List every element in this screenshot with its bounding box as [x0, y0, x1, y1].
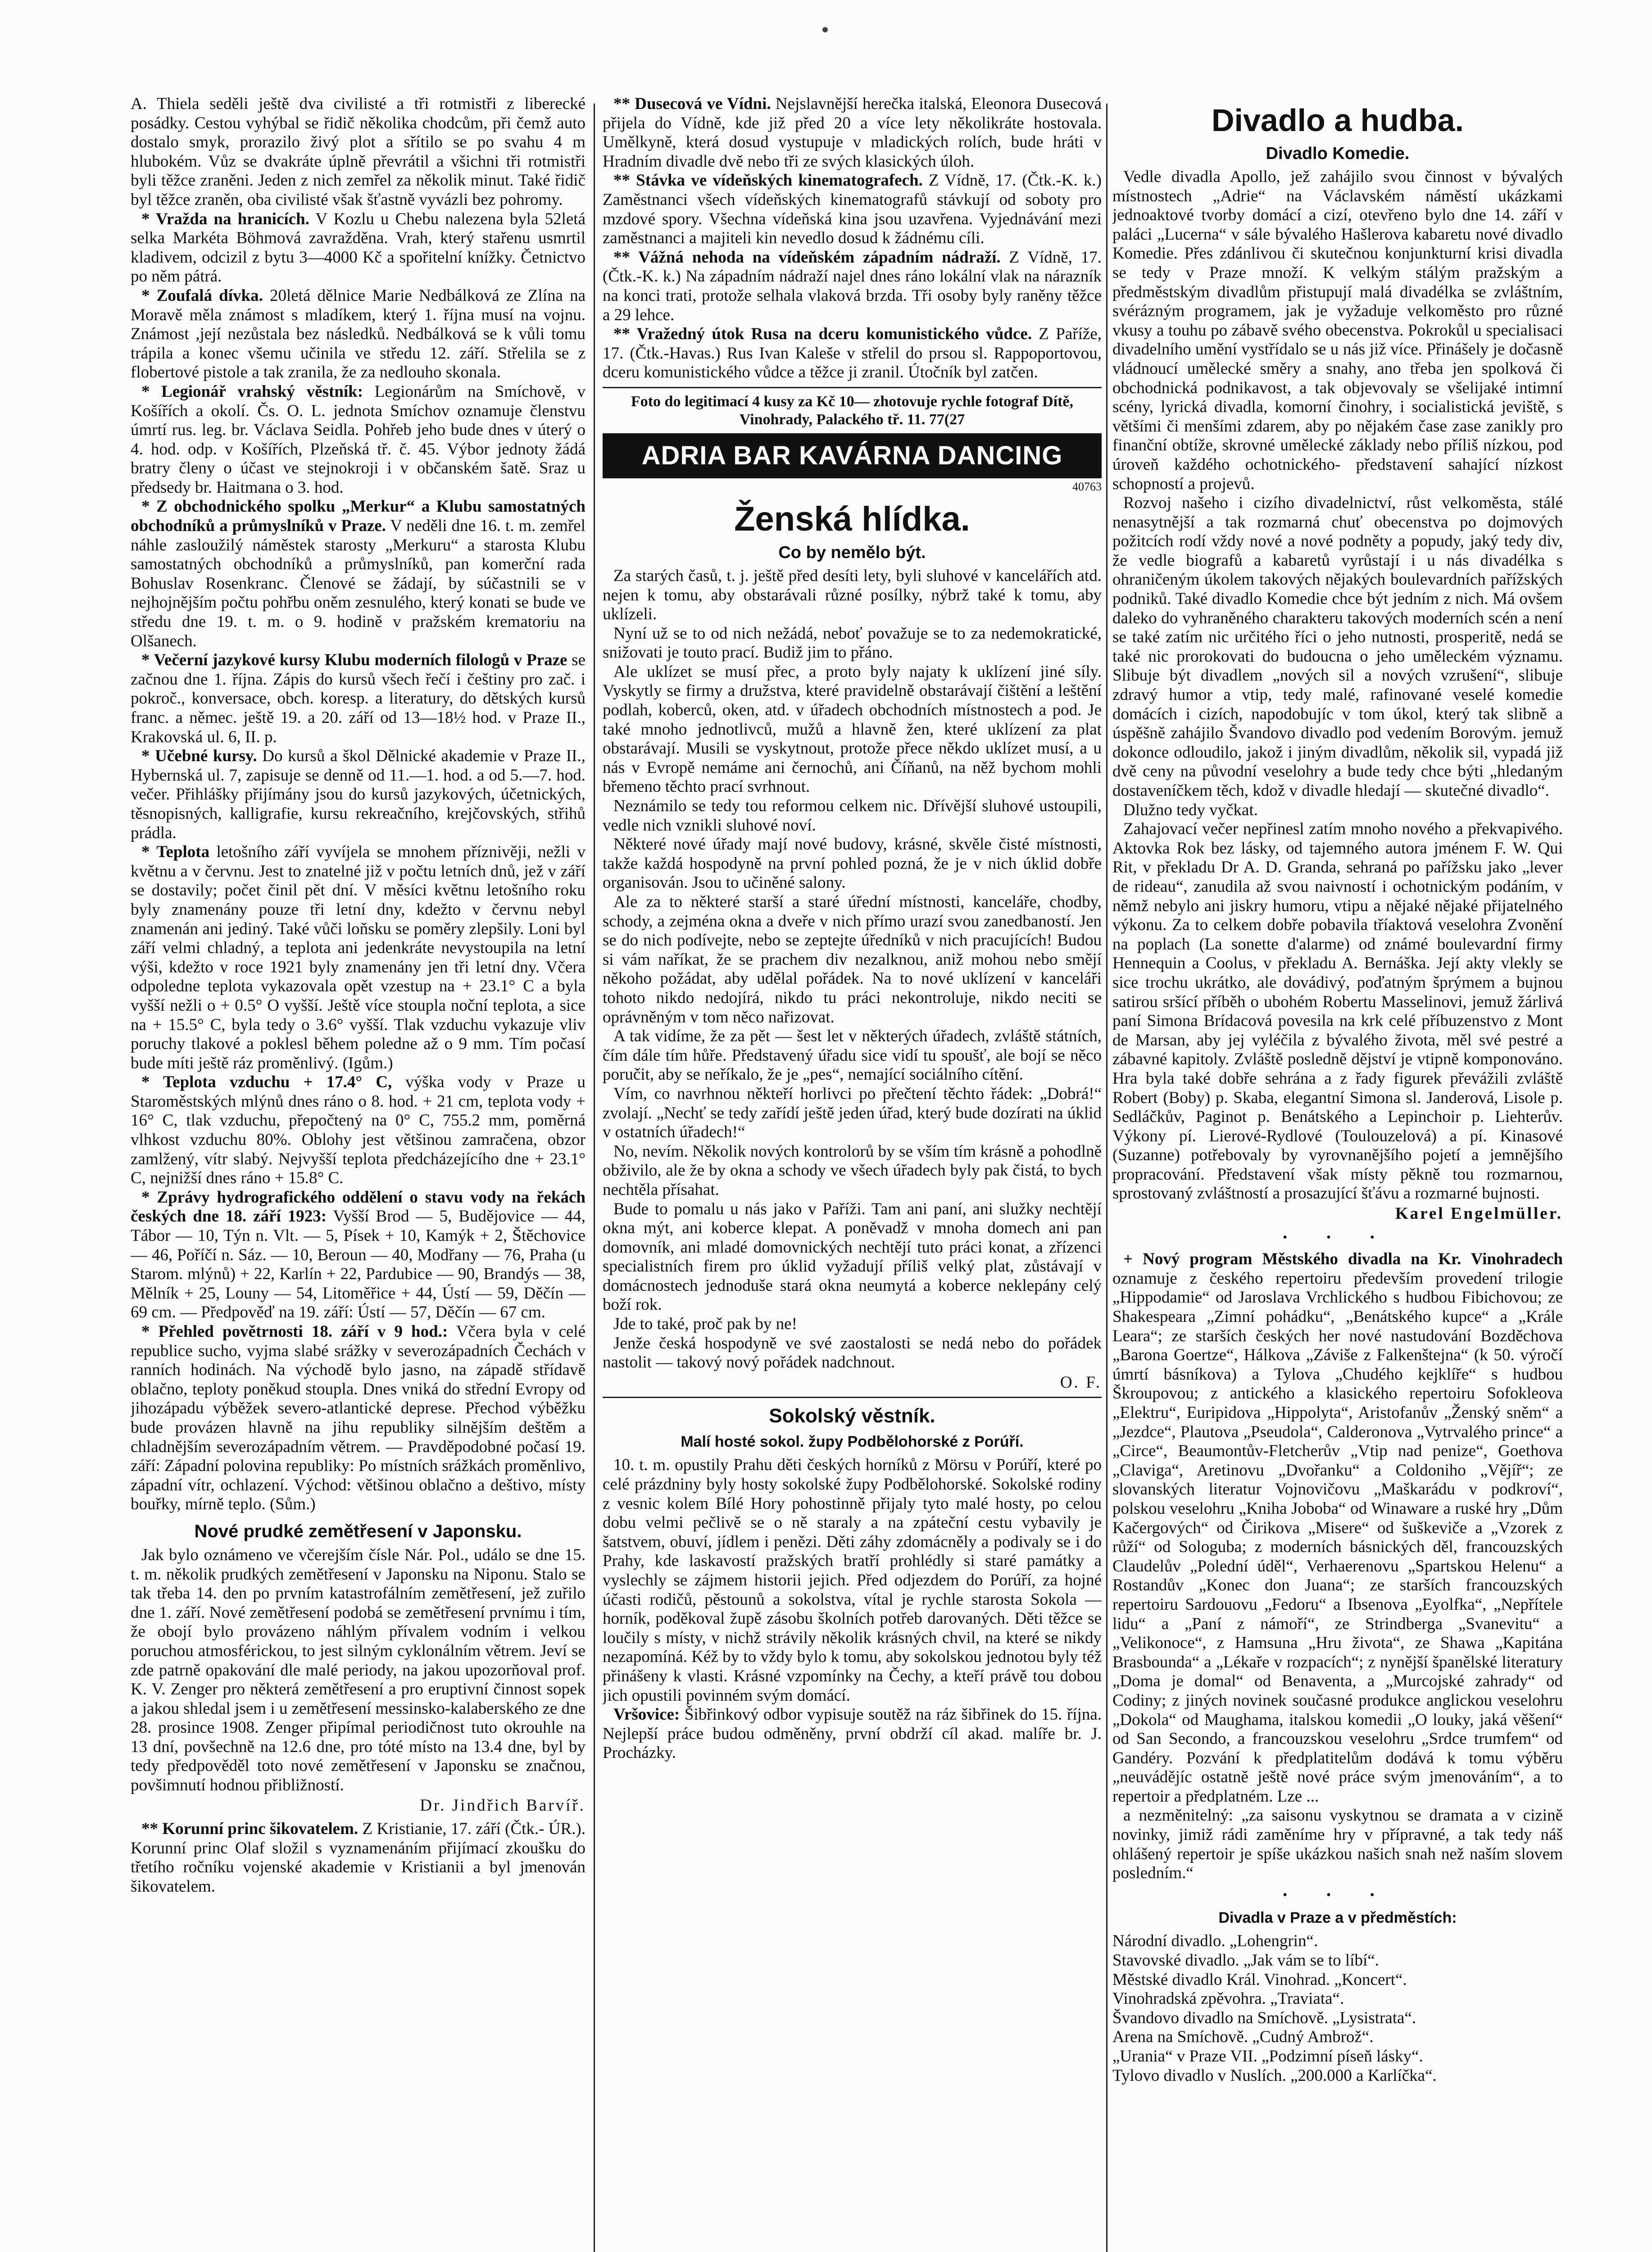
list-item: Vinohradská zpěvohra. „Traviata“.	[1112, 1989, 1344, 2008]
prague-theatres-list	[1112, 1932, 1563, 2085]
article-desperate-girl: * Zoufalá dívka. 20letá dělnice Marie Nedbálková ze Zlína na Moravě měla známost s mladíkem, který 1. října musí na vojnu. Známost ,její nezůstala bez následků. Nedbálková se k vůli tomu trápila a konec všemu učinila ve středu 12. září. Střelila se z flobertové pistole a tak zranila, že za nedlouho skonala.	[131, 286, 585, 382]
women-paragraph: Za starých časů, t. j. ještě před desíti lety, byli sluhové v kancelářích atd. nejen k tomu, aby obstarávali různé posílky, nýbrž také k tomu, aby uklízeli.	[603, 566, 1102, 624]
women-paragraph: Jenže česká hospodyně ve své zaostalosti se nedá nebo do pořádek nastolit — takový nový pořádek nadchnout.	[603, 1334, 1102, 1372]
women-paragraph: Bude to pomalu u nás jako v Paříži. Tam ani paní, ani služky nechtějí okna mýt, ani koberce klepat. A poněvadž v mnoha domech ani pan domovník, ani mladé domovnických nechtějí tuto práci konat, a zřízenci specialistních firem pro úklid vyžadují příliš velký plat, zůstávají v domácnostech jednoduše stará okna neumytá a koberce neklepány celý boží rok.	[603, 1199, 1102, 1314]
column-right	[1112, 95, 1563, 2252]
women-paragraph: A tak vidíme, že za pět — šest let v některých úřadech, zvláště státních, čím dále tím hůře. Představený úřadu sice vidí tu spoušť, ale bojí se něco poručit, aby se neříkalo, že je „pes“, nemající sociálního cítění.	[603, 1027, 1102, 1084]
article-merkur: * Z obchodnického spolku „Merkur“ a Klubu samostatných obchodníků a průmyslníků v Praze. V neděli dne 16. t. m. zemřel náhle zasloužilý náměstek starosty „Merkuru“ a starosta Klubu samostatných obchodníků a průmyslníků, pan komerční rada Bohuslav Rosenkranc. Členové se žádají, by súčastnili se v nejhojnějším počtu pohřbu oněm zesnulého, který konati se bude ve středu dne 19. t. m. o 9. hodině v pražském krematoriu na Olšanech.	[131, 497, 585, 650]
signature-barvir: Dr. Jindřich Barvíř.	[420, 1796, 585, 1815]
column-divider	[1106, 104, 1107, 2252]
headline-earthquake: Nové prudké zemětřesení v Japonsku.	[194, 1521, 522, 1541]
article-language-courses: * Večerní jazykové kursy Klubu moderních filologů v Praze se začnou dne 1. října. Zápis do kursů všech řečí i češtiny pro zač. i pokroč., konversace, obch. koresp. a literatury, do dětských kursů franc. a němec. ještě 19. a 20. září od 13—18½ hod. v Praze II., Krakovská ul. 6, II. p.	[131, 651, 585, 746]
article-study-courses: * Učebné kursy. Do kursů a škol Dělnické akademie v Praze II., Hybernská ul. 7, zapisuje se denně od 11.—1. hod. a od 5.—7. hod. večer. Přihlášky přijímány jsou do kursů jazykových, účetnických, těsnopisných, kalligrafie, kursu rekreačního, krejčovských, střihů prádla.	[131, 747, 585, 842]
photo-advert: Foto do legitimací 4 kusy za Kč 10— zhotovuje rychle fotograf Dítě, Vinohrady, Palackého tř. 11. 77(27	[631, 393, 1074, 428]
article-hydrography: * Zprávy hydrografického oddělení o stavu vody na řekách českých dne 18. září 1923: Vyšší Brod — 5, Budějovice — 44, Tábor — 10, Týn n. Vlt. — 5, Písek + 10, Kamýk + 2, Štěchovice — 46, Poříčí n. Sáz. — 10, Beroun — 40, Modřany — 76, Praha (u Starom. mlýnů) + 22, Karlín + 22, Pardubice — 90, Brandýs — 38, Mělník + 25, Louny — 54, Litoměřice + 44, Ústí — 59, Děčín — 69 cm. — Předpověď na 19. září: Ústí — 57, Děčín — 67 cm.	[131, 1188, 585, 1322]
sokol-paragraph: 10. t. m. opustily Prahu děti českých horníků z Mörsu v Porúří, které po celé prázdniny byly hosty sokolské župy Podbělohorské. Sokolské rodiny z vesnic kolem Bílé Hory pohostinně přijaly tyto malé hosty, po celou dobu velmi pečlivě se o ně staraly a na zpáteční cestu vybavily je šatstvem, obuví, jídlem i penězi. Děti záhy zdomácněly a podivaly se i do Prahy, kde laskavostí pražských bratří prohlédly si staré památky a vyslechly se zájmem historii jejich. Před odjezdem do Porúří, za hojné účasti rodičů, pěstounů a sokolstva, vítal je rychle starosta Sokola — horník, poděkoval župě zásobu školních potřeb darovaných. Děti těžce se loučily s místy, v nichž strávily několik krásných chvil, na které se nikdy nezapomíná. Kéž by to vždy bylo k tomu, aby sokolskou jednotou byly též přinášeny k vlasti. Krásné vzpomínky na Čechy, a kteří právě tou dobou jich opustili povinném svým domácí.	[603, 1456, 1102, 1705]
municipal-theatre-program: + Nový program Městského divadla na Kr. Vinohradech oznamuje z českého repertoiru především provedení trilogie „Hippodamie“ od Jaroslava Vrchlického s hudbou Fibichovou; ze Shakespeara „Zimní pohádku“, „Benátského kupce“ a „Krále Leara“; ze starších českých her nové nastudování Bozděchova „Barona Goertze“, Hálkova „Závišе z Falkenštejna“ (k 50. výročí úmrtí básníkova) a Tylova „Chudého kejklíře“ s hudbou Škroupovou; z antického a klasického repertoiru Sofokleova „Elektru“, Euripidova „Hippolyta“, Aristofanův „Ženský sněm“ a „Jezdce“, Plautova „Pseudola“, Calderonova „Vytrvalého prince“ a „Circe“, Beaumontův-Fletcherův „Vtip nad penize“, Goethova „Claviga“, Aretinovu „Dvořanku“ a Coldoniho „Vějíř“; ze slovanských literatur Vojnovičovu „Maškarádu v podkroví“, polskou veselohru „Kniha Joboba“ od Winaware a ruské hry „Dům Kačergových“ od Čirikova „Misere“ od šuškeviče a „Vzorek z růží“ od Sologuba; z moderních básnických děl, francouzských Claudelův „Polední úděl“, Verhaerenovu „Spartskou Helenu“ a Rostandův „Konec don Juana“; ze starších francouzských repertoiru Sardouovu „Fedoru“ a Ibsenova „Eyolfka“, „Nepřítele lidu“ a „Paní z námoří“, ze Strindberga „Svanevitu“ a „Velikonoce“, z Hamsuna „Hru života“, ze Shawa „Kapitána Brasbounda“ a „Lékaře v rozpacích“; z nynější španělské literatury „Doma je domal“ od Benaventa, a „Murcojské zahrady“ od Codiny; z jiných novinek současné produkce anglickou veselohru „Dokola“ od Maughama, italskou komedii „O louky, jaká věšení“ od San Secondo, a francouzskou veselohru „Srdce trumfem“ od Gandéry. Pozvání k předplatitelům dodává k tomu výběru „neuvádějíc ostatně ještě nové práce svým jmenováním“, a to repertoir a předplatném. Lze ...	[1112, 1250, 1563, 1806]
article-murder: * Vražda na hranicích. V Kozlu u Chebu nalezena byla 52letá selka Markéta Böhmová zavražděna. Vrah, který stařenu usmrtil kladivem, odcizil z bytu 3—4000 Kč a spořitelní knížky. Četnictvo po něm pátrá.	[131, 209, 585, 286]
separator-dots: • • •	[1283, 1888, 1393, 1902]
article-legionnaires: * Legionář vrahský věstník: Legionárům na Smíchově, v Košířích a okolí. Čs. O. L. jednota Smíchov oznamuje členstvu úmrtí rus. leg. br. Václava Seidla. Pohřeb jeho bude dnes v úterý o 4. hod. odp. v Košířích, Plzeňská tř. č. 45. Výbor jednoty žádá bratry členy o účast ve stejnokroji i v občanském šatě. Sraz u předsedy br. Haitmana o 3. hod.	[131, 382, 585, 497]
headline-women: Ženská hlídka.	[734, 499, 970, 538]
list-item: „Urania“ v Praze VII. „Podzimní píseň lásky“.	[1112, 2047, 1423, 2066]
article-train-accident: ** Vážná nehoda na vídeňském západním nádraží. Z Vídně, 17. (Čtk.-K. k.) Na západním nádraží najel dnes ráno lokální vlak na nárazník na konci trati, protože selhala vlaková brzda. Tři osoby byly raněny těžce a 29 lehce.	[603, 248, 1102, 324]
list-item: Městské divadlo Král. Vinohrad. „Koncert“.	[1112, 1970, 1407, 1989]
article-cinema-strike: ** Stávka ve vídeňských kinematografech. Z Vídně, 17. (Čtk.-K. k.) Zaměstnanci všech vídeňských kinematografů stávkují od soboty pro mzdové spory. Všechna vídeňská kina jsou uzavřena. Vyjednávání mezi zaměstnanci a majiteli kin nevedlo dosud k žádnému cíli.	[603, 171, 1102, 248]
signature-engelmuller: Karel Engelmüller.	[1395, 1204, 1563, 1223]
column-middle	[603, 95, 1102, 2252]
women-paragraph: Ale za to některé starší a staré úřední místnosti, kanceláře, chodby, schody, a zejména okna a dveře v nich přímo urazí svou zanedbaností. Jen se do nich podívejte, nebo se zeptejte úředníků v nich pracujících! Budou si vám naříkat, že se prachem div nezalknou, aniž mohou nebo smějí někoho požádat, aby udělal pořádek. Na to nové uklízení v kanceláři tohoto nikdo nedojírá, nikdo tu práci nekontroluje, nikdo neciti se oprávněným v tom něco nařizovat.	[603, 893, 1102, 1026]
article-weather: * Přehled povětrnosti 18. září v 9 hod.: Včera byla v celé republice sucho, vyjma slabé srážky v severozápadních Čechách v ranních hodinách. Na východě bylo jasno, na západě střídavě oblačno, teploty poněkud stoupla. Dnes vniká do střední Evropy od jihozápadu výběžek severo-atlantické deprese. Přechod výběžku bude provázen hlavně na jihu republiky silnějším deštěm a chladnějším severozápadním větrem. — Pravděpodobné počasí 19. září: Západní polovina republiky: Po místních srážkách proměnlivo, západní vítr, ochlazení. Východ: většinou oblačno a deštivo, místy bouřky, mírně teplo. (Sům.)	[131, 1322, 585, 1514]
municipal-theatre-program-end: a nezměnitelný: „za saisonu vyskytnou se dramata a v cizině novinky, jimiž rádi zaměníme hry v přípravné, a tak tedy náš ohlášený repertoir je spíše ukázkou našich snah než naším slovem posledním.“	[1112, 1806, 1563, 1883]
list-item: Arena na Smíchově. „Cudný Ambrož“.	[1112, 2028, 1374, 2047]
theatre-paragraph: Rozvoj našeho i cizího divadelnictví, růst velkoměsta, stálé nenasytnější a tak rozmarná chuť obecenstva po dojmových požitcích rodí vždy nové a nové podněty a popudy, jaký tedy div, že vedle biografů a kabaretů vyrůstají i u nás divadélka s ohraničeným úkolem takových nějakých boulevardních pařížských podniků. Také divadlo Komedie chce být jedním z nich. Má ovšem daleko do vyhraněného charakteru takových moderních scén a není se také zatím nic určitého říci o jeho nutnosti, prosperitě, nedá se také nic prorokovati do budoucna o jeho uměleckém významu. Slibuje být divadlem „nových sil a nových vzrušení“, slibuje zdravý humor a vtip, tedy malé, rafinované veselé komedie domácích i cizích, napodobujíc v tom úkol, který tak slibně a úspěšně zahájilo Švandovo divadlo pod vedením Borovým. jemuž dokonce odloudilo, jakož i jiným divadlům, několik sil, vypadá již dvě ceny na původní veselohry a bude tedy chce býti „hledaným dostaveníčkem těch, kdož v divadle hledají — skutečné divadlo“.	[1112, 494, 1563, 800]
women-paragraph: Vím, co navrhnou někteří horlivci po přečtení těchto řádek: „Dobrá!“ zvolají. „Nechť se tedy zařídí ještě jeden úřad, který bude dozírati na úklid v ostatních úřadech!“	[603, 1084, 1102, 1142]
subheadline-sokol: Malí hosté sokol. župy Podbělohorské z Porúří.	[681, 1433, 1024, 1451]
list-item: Švandovo divadlo na Smíchově. „Lysistrata“.	[1112, 2008, 1416, 2027]
list-item: Národní divadlo. „Lohengrin“.	[1112, 1932, 1318, 1951]
article-crown-prince: ** Korunní princ šikovatelem. Z Kristianie, 17. září (Čtk.- ÚR.). Korunní princ Olaf složil s vyznamenáním přijímací zkoušku do třetího ročníku vojenské akademie v Kristianii a byl jmenován šikovatelem.	[131, 1820, 585, 1896]
theatre-paragraph: Vedle divadla Apollo, jež zahájilo svou činnost v bývalých místnostech „Adrie“ na Václavském náměstí ukázkami jednoaktové tvorby domácí a cizí, otevřeno bylo dne 14. září v paláci „Lucerna“ v sále bývalého Hašlerova kabaretu nové divadlo Komedie. Přes zdánlivou či skutečnou konjunkturní krisi divadla se tedy v Praze množí. K velkým stálým pražským a předměstským divadlům přistupují malá divadélka se zvláštním, svérázným programem, jak je vyžaduje velkoměsto pro různé vkusy a touhu po zábavě svého obecenstva. Pokrokůl u specialisaci divadelního umění vystřídalo se u nás již více. Přinášely je dočasně vládnoucí umělecké směry a snahy, ano třeba jen spolková či obchodnická podnikavost, a tak objevovaly se všelijaké intimní scény, lyrická divadla, komorní činohry, i socialistická jeviště, s většími či menšími zdarem, aby po nějakém čase zase zanikly pro finanční obtíže, skrovné umělecké základy nebo příliš nízkou, pod úroveň každého ochotnického- představení sahající nízkost schopností a projevů.	[1112, 168, 1563, 493]
women-paragraph: Nyní už se to od nich nežádá, neboť považuje se to za nedemokratické, snižovati je touto prací. Budiž jim to přáno.	[603, 624, 1102, 662]
column-divider	[594, 104, 595, 2252]
theatre-paragraph: Dlužno tedy vyčkat.	[1123, 800, 1258, 819]
list-item: Stavovské divadlo. „Jak vám se to líbí“.	[1112, 1951, 1379, 1970]
theatre-paragraph: Zahajovací večer nepřinesl zatím mnoho nového a překvapivého. Aktovka Rok bez lásky, od tajemného autora jménem F. W. Qui Rit, v překladu Dr A. D. Granda, sehraná po pařížsku jako „lever de rideau“, zanudila až svou naivností i ochotnickým podáním, v němž nebylo ani jiskry humoru, vtipu a nějaké nějaké přijatelného výkonu. Za to celkem dobře pobavila tříaktová veselohra Zvonění na poplach (La sonette d'alarme) od známé boulevardní firmy Hennequin a Coolus, v překladu A. Bernáška. Její akty vlekly se sice trochu ukrátko, ale dovádivý, poďatným šprýmem a bujnou satirou sršící příběh o ubohém Robertu Masselinovi, jemuž žárlivá paní Simona Brídacová povesila na krk celé příbuzenstvo z Mont de Marsan, aby jej vyléčila z bývalého života, měl své pestré a zábavné kapitoly. Zvláště posledně dějství je vtipně komponováno. Hra byla také dobře sehrána a z řady figurek převážili zvláště Robert (Boby) p. Skaba, elegantní Simona sl. Janderová, Lisole p. Sedláčkův, Paginot p. Benátského a Lepinchoir p. Liehterův. Výkony pí. Lierové-Rydlové (Toulouzelová) a pí. Kinasové (Suzanne) potřebovaly by vyrovnanějšího pojetí a jemnějšího propracování. Představení však místy pěkně tou rozmarnou, sprostovaný zvláštností a prosazující šťávu a rozmarné bujnosti.	[1112, 820, 1563, 1203]
sokol-vrsovice: Vršovice: Šibřinkový odbor vypisuje soutěž na ráz šibřinek do 15. října. Nejlepší práce budou odměněny, první obdrží cíl akad. malíře br. J. Procházky.	[603, 1705, 1102, 1762]
article-air-temperature: * Teplota vzduchu + 17.4° C, výška vody v Praze u Staroměstských mlýnů dnes ráno o 8. hod. + 21 cm, teplota vody + 16° C, tlak vzduchu, přepočtený na 0° C, 755.2 mm, poměrná vlhkost vzduchu 80%. Oblohy jest většinou zamračena, obzor zamlžený, vítr slabý. Nejvyšší teplota předcházejícího dne + 23.1° C, nejnižší dnes ráno + 15.8° C.	[131, 1073, 585, 1188]
advert-number: 40763	[1072, 480, 1102, 493]
women-paragraph: Neznámilo se tedy tou reformou celkem nic. Dřívější sluhové ustoupili, vedle nich vznikli sluhové noví.	[603, 797, 1102, 835]
women-paragraph: Ale uklízet se musí přec, a proto byly najaty k uklízení jiné síly. Vyskytly se firmy a družstva, které pravidelně obstarávají čištění a leštění podlah, koberců, oken, atd. v úřadech obchodních místnostech a pod. Je také mnoho jednotlivců, mužů a hlavně žen, které uklízení za plat obstarávají. Musili se vyskytnout, protože přece někdo uklízet musí, a u nás v Evropě nemáme ani černochů, ani Číňanů, na něž bychom mohli břemeno těchto prací svrhnout.	[603, 662, 1102, 796]
headline-theatre: Divadlo a hudba.	[1211, 103, 1464, 138]
adria-bar-advert: ADRIA BAR KAVÁRNA DANCING	[603, 433, 1102, 478]
paragraph-accident: A. Thiela seděli ještě dva civilisté a tři rotmistři z liberecké posádky. Cestou vyhýbal se řidič několika chodcům, při čemž auto dostalo smyk, prorazilo živý plot a sřítilo se po svahu 4 m hlubokém. Vůz se dvakráte úplně převrátil a všichni tři rotmistři byli těžce zraněni. Jeden z nich zemřel za několik minut. Také řidič byl těžce zraněn, oba civilisté však šťastně vyvázli bez pohromy.	[131, 95, 585, 209]
subheadline-women: Co by nemělo být.	[778, 543, 926, 562]
headline-sokol: Sokolský věstník.	[769, 1405, 935, 1427]
divider	[603, 1397, 1102, 1398]
article-temperature: * Teplota letošního září vyvíjela se mnohem příznivěji, nežli v květnu a v červnu. Jest to znatelné již v počtu letních dnů, jež v září se dostavily; počet činil pět dní. V měsíci květnu letošního roku byly znamenány pouze tři letní dny, kdežto v červnu nebyl znamenán ani jediný. Také vůči loňsku se poměry zlepšily. Loni byl září velmi chladný, a teplota ani jedenkráte nevystoupila na letní výši, kdežto v roce 1921 byly znamenány jen tři letní dny. Včera odpoledne teplota vykazovala opět vzestup na + 23.1° C a byla vyšší nežli o + 0.5° O vyšší. Ještě více stoupla noční teplota, a sice na + 15.5° C, byla tedy o 3.6° vyšší. Tlak vzduchu vykazuje vliv poruchy tlakové a poklesl během poledne až o 9 mm. Tím počasí bude míti ještě ráz proměnlivý. (Igům.)	[131, 843, 585, 1072]
article-duse: ** Dusecová ve Vídni. Nejslavnější herečka italská, Eleonora Dusecová přijela do Vídně, kde již před 20 a více lety několikráte hostovala. Umělkyně, která dosud vystupuje v mladických rolích, bude hráti v Hradním divadle dvě nebo tři ze svých klasických úloh.	[603, 95, 1102, 171]
article-attack: ** Vražedný útok Rusa na dceru komunistického vůdce. Z Paříže, 17. (Čtk.-Havas.) Rus Ivan Kaleše v střelil do prsou sl. Rappoportovou, dceru komunistického vůdce a těžce ji zranil. Útočník byl zatčen.	[603, 325, 1102, 382]
divider	[603, 387, 1102, 388]
article-earthquake: Jak bylo oznámeno ve včerejším čísle Nár. Pol., událo se dne 15. t. m. několik prudkých zemětřesení v Japonsku na Niponu. Stalo se tak třeba 14. den po prvním katastrofálním zemětřesení, jež zuřilo dne 1. září. Nové zemětřesení podobá se zemětřesení prvnímu i tím, že obojí bylo provázeno náhlým přívalem vodním i velkou poruchou atmosférickou, to jest silným cyklonálním větrem. Jeví se zde patrně opakování dle malé periody, na jakou upozorňoval prof. K. V. Zenger pro některá zemětřesení a pro eruptivní činnost sopek a jakou shledal jsem i u zemětřesení messinsko-kalaberského ze dne 28. prosince 1908. Zenger připímal periodičnost tuto okrouhle na 13 dní, povšechně na 12.6 dne, pro tóté místo na 13.4 dne, byl by tedy předpověděl toto nové zemětřesení v Japonsku se značnou, povšimnutí hodnou přibližností.	[131, 1545, 585, 1795]
signature-of: O. F.	[1060, 1373, 1102, 1392]
women-paragraph: Jde to také, proč pak by ne!	[613, 1315, 797, 1334]
subheadline-komedie: Divadlo Komedie.	[1266, 144, 1410, 163]
headline-prague-theatres: Divadla v Praze a v předměstích:	[1218, 1909, 1457, 1927]
women-paragraph: No, nevím. Několik nových kontrolorů by se vším tím krásně a pohodlně obživilo, ale že by okna a schody ve všech úřadech byly pak čistá, to bych nechtěla přísahat.	[603, 1142, 1102, 1199]
column-left	[131, 95, 585, 2252]
list-item: Tylovo divadlo v Nuslích. „200.000 a Karlíčka“.	[1112, 2066, 1437, 2085]
women-paragraph: Některé nové úřady mají nové budovy, krásné, skvěle čisté místnosti, takže každá hospodyně na první pohled pozná, že je v nich úklid dobře organisován. Jsou to učiněné salony.	[603, 835, 1102, 892]
print-dot	[822, 27, 828, 32]
separator-dots: • • •	[1283, 1230, 1393, 1244]
